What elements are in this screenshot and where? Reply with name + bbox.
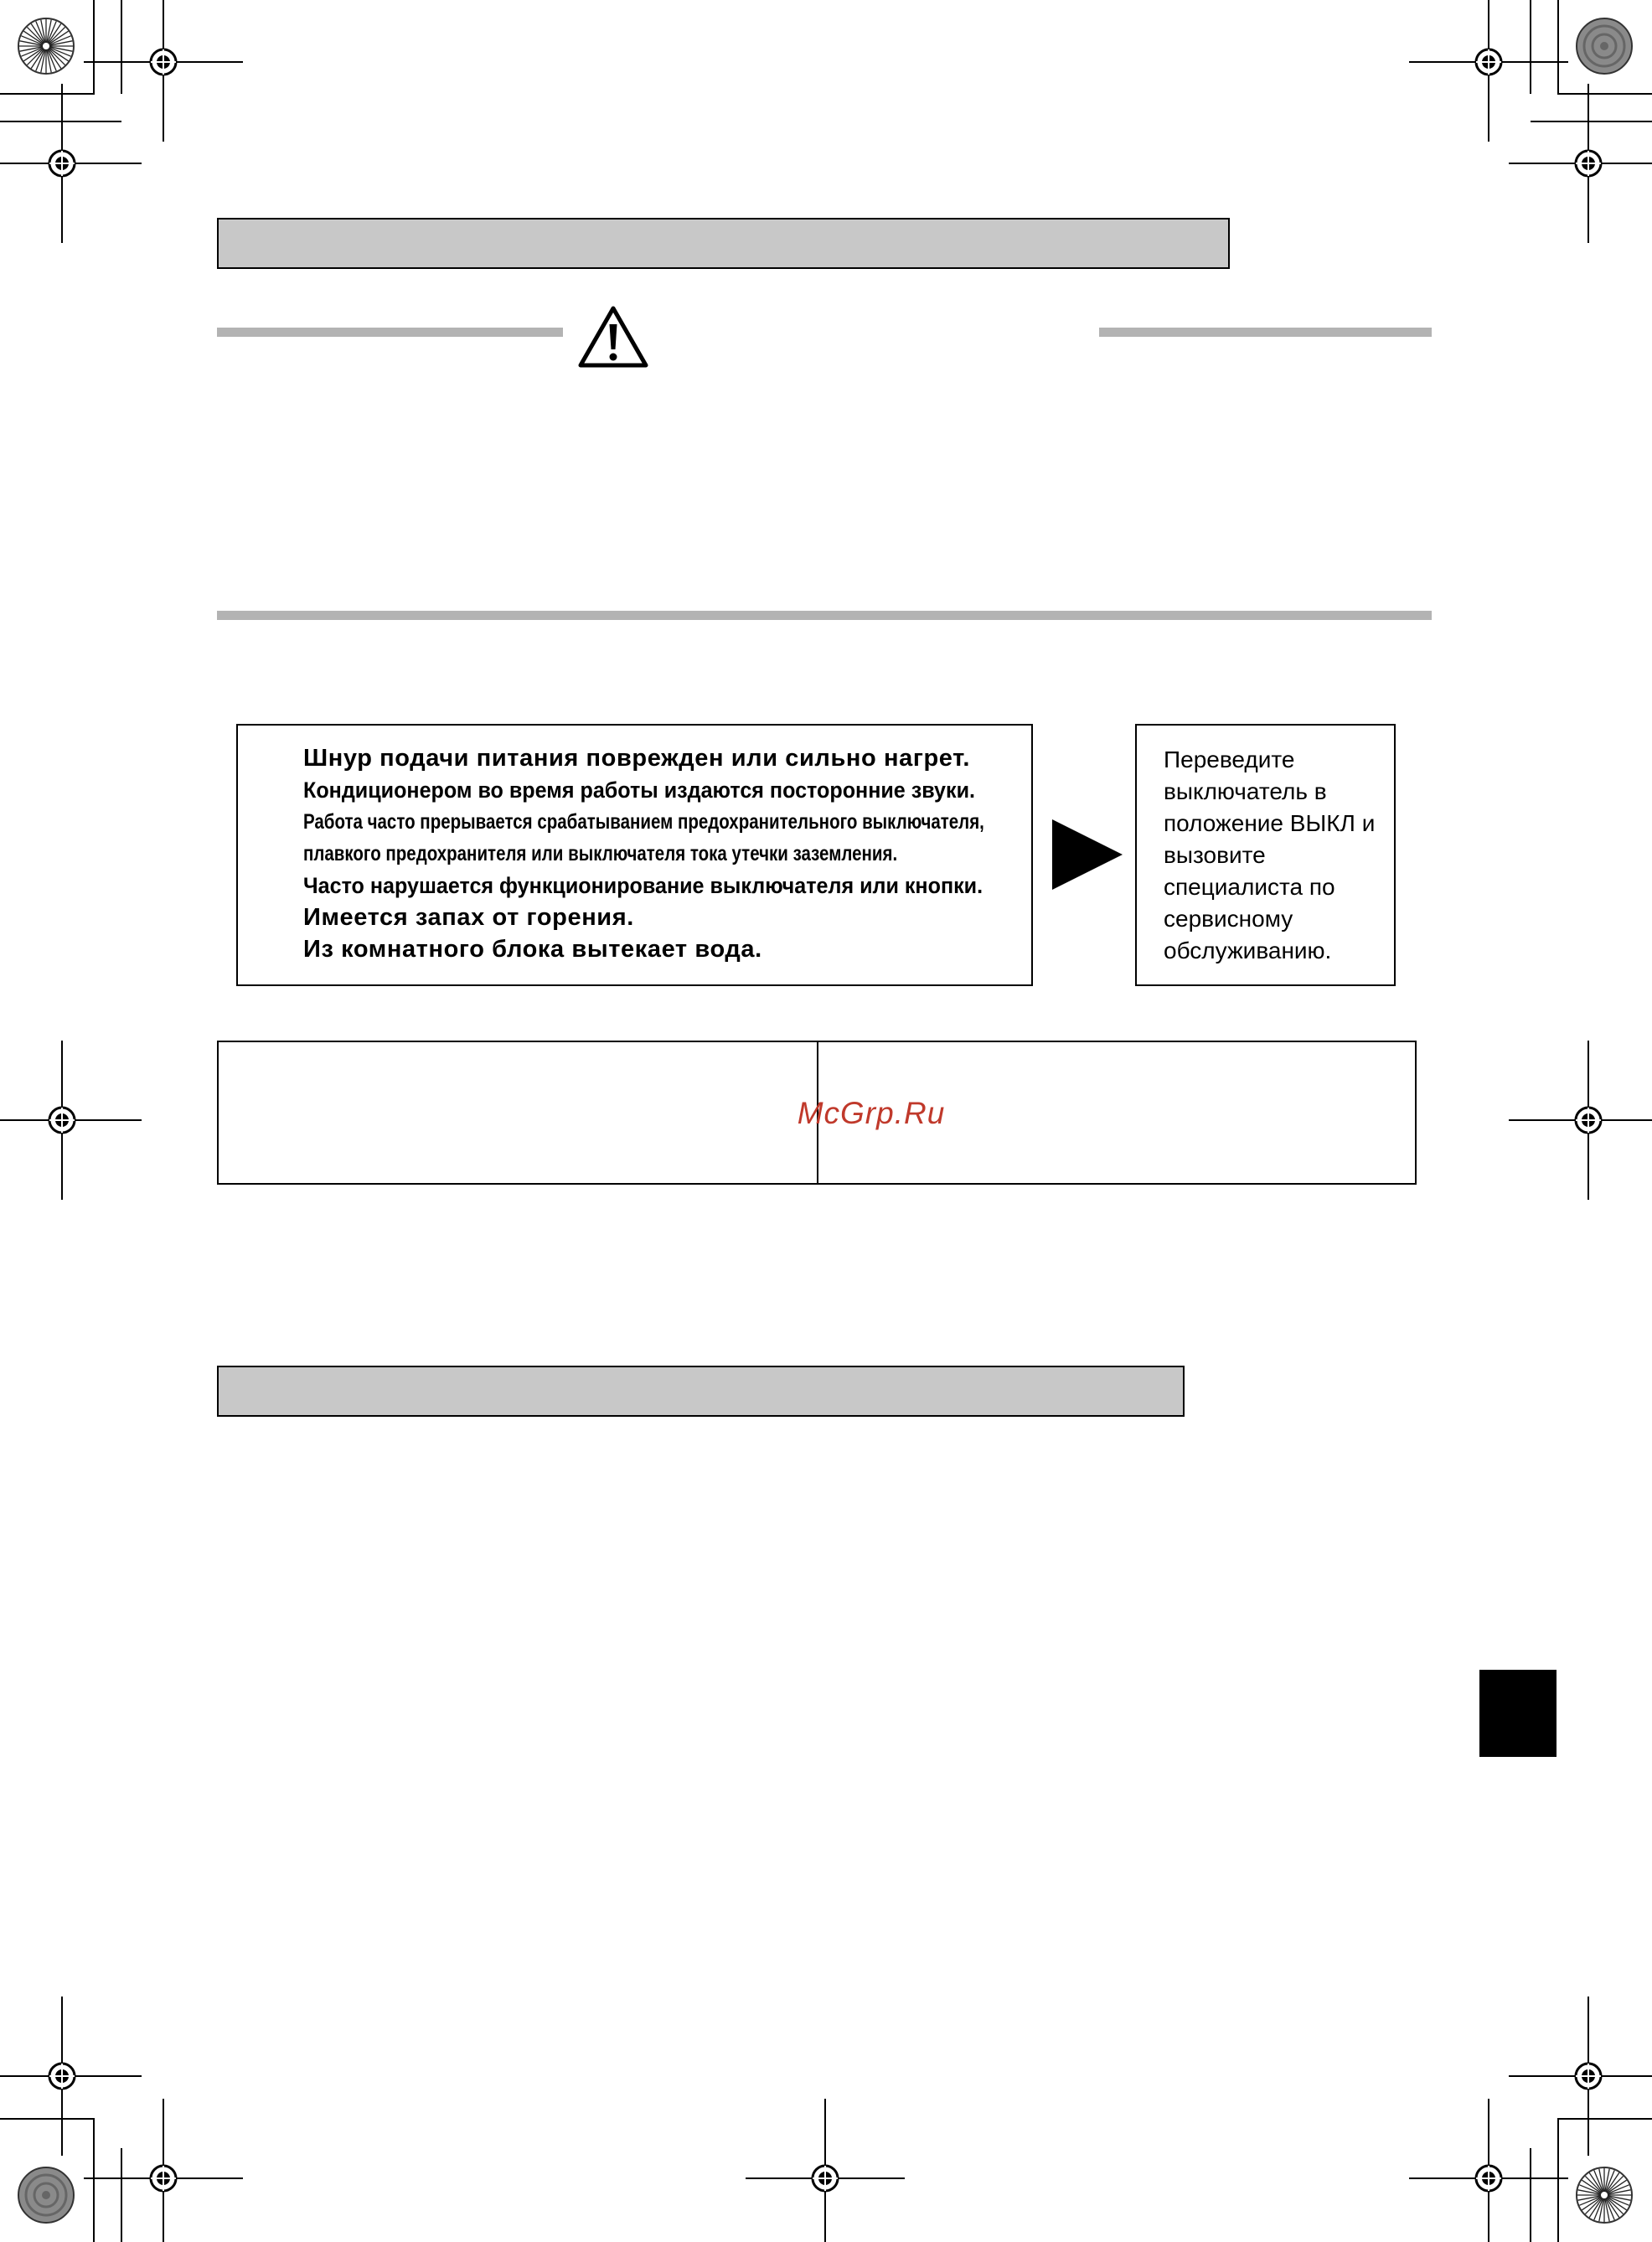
arrow-right-icon bbox=[1052, 819, 1123, 890]
symptom-item: Работа часто прерывается срабатыванием предохранительного выключателя, bbox=[303, 810, 984, 834]
symptoms-box bbox=[236, 724, 1033, 986]
watermark-text: McGrp.Ru bbox=[797, 1096, 946, 1130]
two-column-table bbox=[217, 1041, 1417, 1185]
symptom-item: Часто нарушается функционирование выключателя или кнопки. bbox=[303, 873, 983, 898]
symptom-item: Имеется запах от горения. bbox=[303, 904, 634, 931]
warning-rule-right bbox=[1099, 328, 1432, 337]
action-box bbox=[1135, 724, 1396, 986]
warning-section-divider bbox=[217, 611, 1432, 620]
symptom-item: Кондиционером во время работы издаются посторонние звуки. bbox=[303, 777, 975, 803]
section-header-bar bbox=[217, 218, 1230, 269]
symptom-item: плавкого предохранителя или выключателя тока утечки заземления. bbox=[303, 842, 898, 865]
action-instruction: Переведите выключатель в положение ВЫКЛ и вызовите специалиста по сервисному обслуживанию. bbox=[1164, 746, 1376, 963]
section-header-bar-2 bbox=[217, 1366, 1185, 1417]
symptom-item: Шнур подачи питания поврежден или сильно нагрет. bbox=[303, 745, 971, 772]
warning-rule-left bbox=[217, 328, 563, 337]
chapter-tab-marker bbox=[1479, 1670, 1556, 1757]
symptom-item: Из комнатного блока вытекает вода. bbox=[303, 936, 762, 963]
symptoms-list bbox=[303, 742, 1133, 965]
warning-triangle-icon bbox=[576, 304, 650, 369]
